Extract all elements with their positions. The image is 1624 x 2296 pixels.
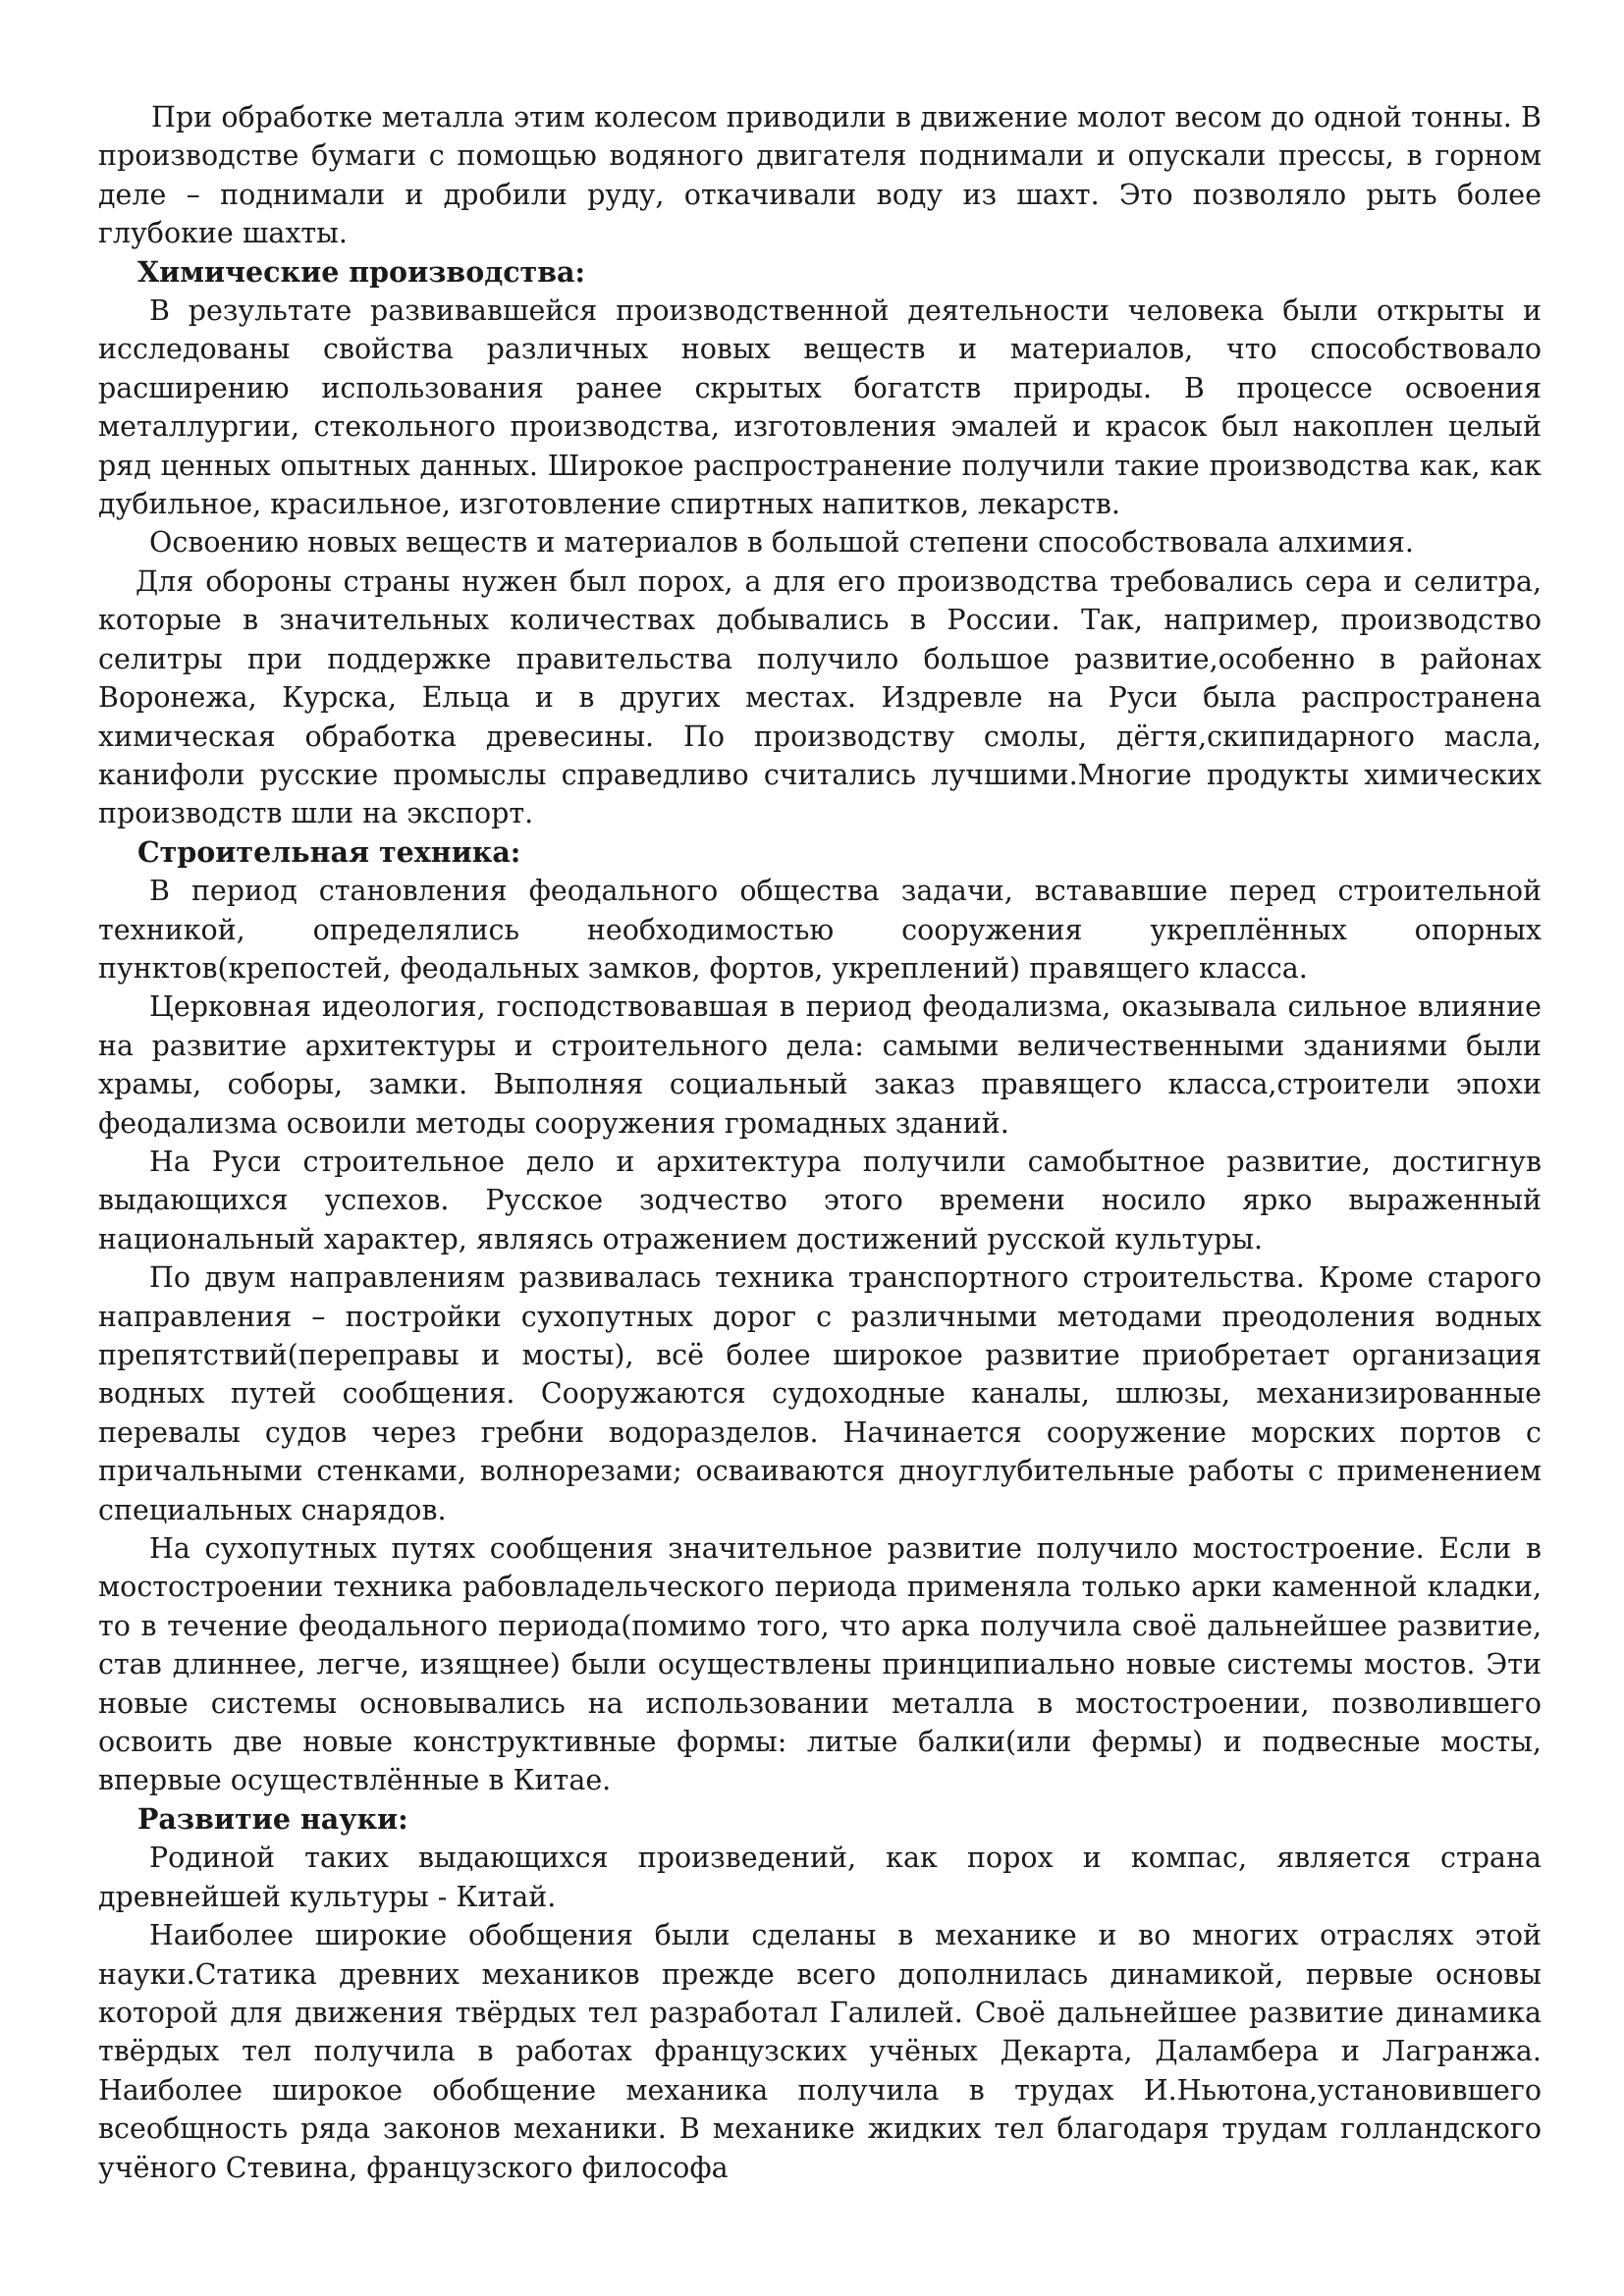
heading-science: Развитие науки: — [137, 1801, 408, 1836]
paragraph-mechanics: Наиболее широкие обобщения были сделаны в механике и во многих отраслях этой науки.Статика древних механиков прежде всего дополнилась динамикой, первые основы которой для движения твёрдых тел разработал Галилей. Своё дальнейшее развитие динамика твёрдых тел получила в работах французских учёных Декарта, Даламбера и Лагранжа. Наиболее широкое обобщение механика получила в трудах И.Ньютона,установившего всеобщность ряда законов механики. В механике жидких тел благодаря трудам голландского учёного Стевина, французского философа — [98, 1919, 1542, 2184]
paragraph-russian-architecture: На Руси строительное дело и архитектура получили самобытное развитие, достигнув выдающихся успехов. Русское зодчество этого времени носило ярко выраженный национальный характер, являясь отражением достижений русской культуры. — [98, 1145, 1542, 1255]
paragraph-alchemy: Освоению новых веществ и материалов в большой степени способствовала алхимия. — [149, 526, 1414, 560]
paragraph-bridges: На сухопутных путях сообщения значительное развитие получило мостостроение. Если в мостостроении техника рабовладельческого периода применяла только арки каменной кладки, то в течение феодального периода(помимо того, что арка получила своё дальнейшее развитие, став длиннее, легче, изящнее) были осуществлены принципиально новые системы мостов. Эти новые системы основывались на использовании металла в мостостроении, позволившего освоить две новые конструктивные формы: литые балки(или фермы) и подвесные мосты, впервые осуществлённые в Китае. — [98, 1532, 1542, 1797]
heading-construction: Строительная техника: — [137, 834, 521, 869]
paragraph-new-substances: В результате развивавшейся производственной деятельности человека были открыты и исследованы свойства различных новых веществ и материалов, что способствовало расширению использования ранее скрытых богатств природы. В процессе освоения металлургии, стекольного производства, изготовления эмалей и красок был накоплен целый ряд ценных опытных данных. Широкое распространение получили такие производства как, как дубильное, красильное, изготовление спиртных напитков, лекарств. — [98, 294, 1542, 521]
document-page — [98, 98, 1542, 2187]
paragraph-china: Родиной таких выдающихся произведений, как порох и компас, является страна древнейшей культуры - Китай. — [98, 1842, 1542, 1913]
paragraph-feudal-construction: В период становления феодального общества задачи, встававшие перед строительной техникой, определялись необходимостью сооружения укреплённых опорных пунктов(крепостей, феодальных замков, фортов, укреплений) правящего класса. — [98, 875, 1542, 985]
paragraph-church-ideology: Церковная идеология, господствовавшая в период феодализма, оказывала сильное влияние на развитие архитектуры и строительного дела: самыми величественными зданиями были храмы, соборы, замки. Выполняя социальный заказ правящего класса,строители эпохи феодализма освоили методы сооружения громадных зданий. — [98, 990, 1542, 1140]
paragraph-metal-processing: При обработке металла этим колесом приводили в движение молот весом до одной тонны. В производстве бумаги с помощью водяного двигателя поднимали и опускали прессы, в горном деле – поднимали и дробили руду, откачивали воду из шахт. Это позволяло рыть более глубокие шахты. — [98, 101, 1542, 250]
paragraph-transport: По двум направлениям развивалась техника транспортного строительства. Кроме старого направления – постройки сухопутных дорог с различными методами преодоления водных препятствий(переправы и мосты), всё более широкое развитие приобретает организация водных путей сообщения. Сооружаются судоходные каналы, шлюзы, механизированные перевалы судов через гребни водоразделов. Начинается сооружение морских портов с причальными стенками, волнорезами; осваиваются дноуглубительные работы с применением специальных снарядов. — [98, 1261, 1542, 1526]
heading-chemical-production: Химические производства: — [137, 254, 585, 289]
paragraph-gunpowder: Для обороны страны нужен был порох, а для его производства требовались сера и селитра, которые в значительных количествах добывались в России. Так, например, производство селитры при поддержке правительства получило большое развитие,особенно в районах Воронежа, Курска, Ельца и в других местах. Издревле на Руси была распространена химическая обработка древесины. По производству смолы, дёгтя,скипидарного масла, канифоли русские промыслы справедливо считались лучшими.Многие продукты химических производств шли на экспорт. — [98, 564, 1542, 830]
